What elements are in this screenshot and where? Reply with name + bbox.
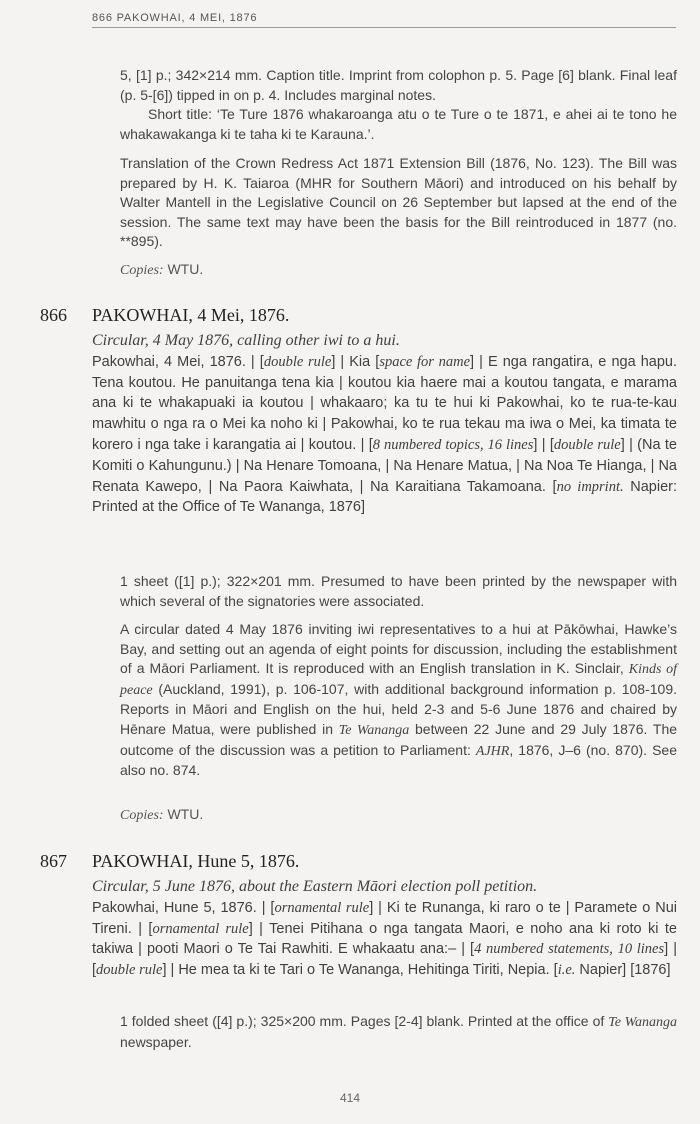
prev-physical-text: 5, [1] p.; 342×214 mm. Caption title. Imprint from colophon p. 5. Page [6] blank. Final leaf (p. 5-[6]) tipped in on p. 4. Includes marginal notes. xyxy=(120,67,677,103)
entry-subtitle: Circular, 4 May 1876, calling other iwi to a hui. xyxy=(92,332,400,349)
entry-subtitle: Circular, 5 June 1876, about the Eastern Māori election poll petition. xyxy=(92,878,538,895)
entry-note: A circular dated 4 May 1876 inviting iwi representatives to a hui at Pākōwhai, Hawke’s Bay, and setting out an agenda of eight points for discussion, including the establishment of a Māori Parliament. It is reproduced with an English translation in K. Sinclair, Kinds of peace (Auckland, 1991), p. 106-107, with additional background information p. 108-109. Reports in Māori and English on the hui, held 2-3 and 5-6 June 1876 and chaired by Hēnare Matua, were published in Te Wananga between 22 June and 29 July 1876. The outcome of the discussion was a petition to Parliament: AJHR, 1876, J–6 (no. 870). See also no. 874. xyxy=(120,621,678,779)
entry-heading: PAKOWHAI, Hune 5, 1876. xyxy=(92,851,300,871)
prev-entry-physical xyxy=(120,66,677,144)
prev-short-title: Short title: ‘Te Ture 1876 whakaroanga atu o te Ture o te 1871, e ahei ai te tono he whakawakanga ki te taha ki te Karauna.’. xyxy=(120,106,677,142)
entry-heading: PAKOWHAI, 4 Mei, 1876. xyxy=(92,305,290,325)
entry-transcription xyxy=(92,877,677,981)
page-number: 414 xyxy=(339,1091,361,1105)
entry-copies xyxy=(120,806,203,824)
running-head: 866 PAKOWHAI, 4 MEI, 1876 xyxy=(92,12,676,28)
entry-number: 866 xyxy=(40,305,67,325)
copies-value: WTU. xyxy=(167,261,204,277)
entry-transcription xyxy=(92,331,677,518)
copies-label: Copies: xyxy=(120,808,164,823)
copies-value: WTU. xyxy=(167,806,204,822)
prev-entry-note: Translation of the Crown Redress Act 1871 Extension Bill (1876, No. 123). The Bill was prepared by H. K. Taiaroa (MHR for Southern Māori) and introduced on his behalf by Walter Mantell in the Legislative Council on 26 September but lapsed at the end of the session. The same text may have been the basis for the Bill reintroduced in 1877 (no. **895). xyxy=(120,155,677,250)
copies-label: Copies: xyxy=(120,263,164,278)
entry-physical: 1 folded sheet ([4] p.); 325×200 mm. Pages [2-4] blank. Printed at the office of Te Wananga newspaper. xyxy=(120,1013,677,1050)
prev-entry-copies xyxy=(120,261,203,279)
entry-number: 867 xyxy=(40,851,67,871)
transcription-text: Pakowhai, 4 Mei, 1876. | [double rule] | Kia [space for name] | E nga rangatira, e nga hapu. Tena koutou. He panuitanga tena kia | koutou kia haere mai a koutou tangata, e marama ana ki te whakapuaki ia koutou | whakaaro; ka tu te hui ki Pakowhai, ko te rua-te-kau mawhitu o nga ra o Mei ka noho ki | Pakowhai, ko te rua tekau ma iwa o Mei, ka timata te korero i nga take i karangatia ai | koutou. | [8 numbered topics, 16 lines] | [double rule] | (Na te Komiti o Kahungunu.) | Na Henare Tomoana, | Na Henare Matua, | Na Noa Te Hianga, | Na Renata Kawepo, | Na Paora Kaiwhata, | Na Karaitiana Takamoana. [no imprint. Napier: Printed at the Office of Te Wananga, 1876] xyxy=(92,353,678,516)
transcription-text: Pakowhai, Hune 5, 1876. | [ornamental rule] | Ki te Runanga, ki raro o te | Paramete o Nui Tireni. | [ornamental rule] | Tenei Pitihana o nga tangata Maori, e noho ana ki roto ki te takiwa | pooti Maori o Te Tai Rawhiti. E whakaatu ana:– | [4 numbered statements, 10 lines] | [double rule] | He mea ta ki te Tari o Te Wananga, Hehitinga Tiriti, Nepia. [i.e. Napier] [1876] xyxy=(92,899,677,979)
entry-physical: 1 sheet ([1] p.); 322×201 mm. Presumed to have been printed by the newspaper with which several of the signatories were associated. xyxy=(120,573,677,609)
